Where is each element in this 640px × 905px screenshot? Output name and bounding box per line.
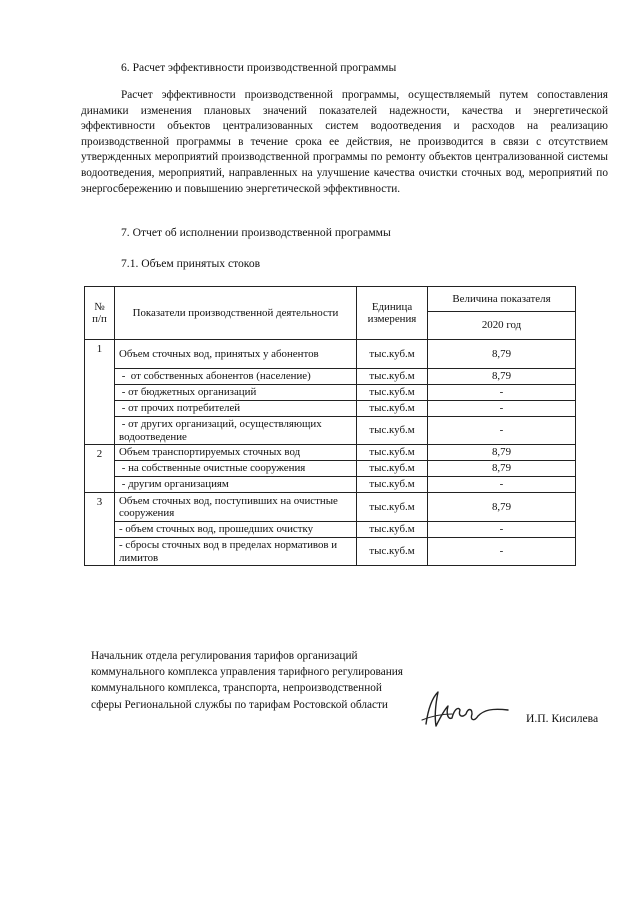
row-value: - xyxy=(428,417,576,445)
table-row xyxy=(85,445,576,461)
row-num: 2 xyxy=(85,445,115,493)
row-indicator: Объем сточных вод, поступивших на очистные сооружения xyxy=(115,493,357,522)
row-indicator: - от бюджетных организаций xyxy=(115,385,357,401)
handwritten-signature xyxy=(418,680,514,740)
row-indicator: - от собственных абонентов (население) xyxy=(115,369,357,385)
row-value: - xyxy=(428,477,576,493)
table-row xyxy=(85,493,576,522)
header-year: 2020 год xyxy=(428,312,576,340)
row-value: - xyxy=(428,522,576,538)
table-row xyxy=(85,401,576,417)
header-unit: Единица измерения xyxy=(357,287,428,340)
table-row xyxy=(85,477,576,493)
row-value: 8,79 xyxy=(428,445,576,461)
row-value: 8,79 xyxy=(428,493,576,522)
table-row xyxy=(85,417,576,445)
row-unit: тыс.куб.м xyxy=(357,493,428,522)
header-num: № п/п xyxy=(85,287,115,340)
row-value: 8,79 xyxy=(428,461,576,477)
row-value: 8,79 xyxy=(428,340,576,369)
table-row xyxy=(85,461,576,477)
row-unit: тыс.куб.м xyxy=(357,417,428,445)
row-value: - xyxy=(428,538,576,566)
table-row xyxy=(85,538,576,566)
row-unit: тыс.куб.м xyxy=(357,385,428,401)
row-num: 3 xyxy=(85,493,115,566)
row-indicator: - сбросы сточных вод в пределах нормативов и лимитов xyxy=(115,538,357,566)
signatory-title: Начальник отдела регулирования тарифов организаций коммунального комплекса управления тарифного регулирования коммунального комплекса, транспорта, непроизводственной сферы Региональной службы по тарифам Ростовской области xyxy=(91,650,403,711)
row-value: 8,79 xyxy=(428,369,576,385)
table-row xyxy=(85,385,576,401)
row-indicator: Объем транспортируемых сточных вод xyxy=(115,445,357,461)
wastewater-table xyxy=(84,286,576,566)
row-indicator: - другим организациям xyxy=(115,477,357,493)
row-unit: тыс.куб.м xyxy=(357,445,428,461)
table-row xyxy=(85,522,576,538)
section-6-heading: 6. Расчет эффективности производственной программы xyxy=(121,61,397,74)
section-6-paragraph: Расчет эффективности производственной программы, осуществляемый путем сопоставления динамики изменения плановых значений показателей надежности, качества и энергетической эффективности объектов централизованных систем водоотведения и расходов на реализацию производственной программы в течение срока ее действия, не производится в связи с отсутствием утвержденных мероприятий производственной программы по ремонту объектов централизованной системы водоотведения, мероприятий, направленных на улучшение качества очистки сточных вод, мероприятий по энергосбережению и повышению энергетической эффективности. xyxy=(81,89,608,195)
row-unit: тыс.куб.м xyxy=(357,461,428,477)
row-value: - xyxy=(428,401,576,417)
row-indicator: - объем сточных вод, прошедших очистку xyxy=(115,522,357,538)
row-value: - xyxy=(428,385,576,401)
row-unit: тыс.куб.м xyxy=(357,538,428,566)
header-value: Величина показателя xyxy=(428,287,576,312)
row-unit: тыс.куб.м xyxy=(357,340,428,369)
row-unit: тыс.куб.м xyxy=(357,369,428,385)
row-indicator: - от других организаций, осуществляющих водоотведение xyxy=(115,417,357,445)
section-7-1-subheading: 7.1. Объем принятых стоков xyxy=(121,257,261,270)
header-indicator: Показатели производственной деятельности xyxy=(115,287,357,340)
table-row xyxy=(85,340,576,369)
row-unit: тыс.куб.м xyxy=(357,477,428,493)
table-row xyxy=(85,369,576,385)
row-unit: тыс.куб.м xyxy=(357,401,428,417)
section-7-heading: 7. Отчет об исполнении производственной программы xyxy=(121,226,391,239)
row-indicator: Объем сточных вод, принятых у абонентов xyxy=(115,340,357,369)
row-indicator: - на собственные очистные сооружения xyxy=(115,461,357,477)
row-num: 1 xyxy=(85,340,115,445)
table-body xyxy=(85,340,576,566)
row-unit: тыс.куб.м xyxy=(357,522,428,538)
row-indicator: - от прочих потребителей xyxy=(115,401,357,417)
signatory-name: И.П. Кисилева xyxy=(526,712,599,725)
